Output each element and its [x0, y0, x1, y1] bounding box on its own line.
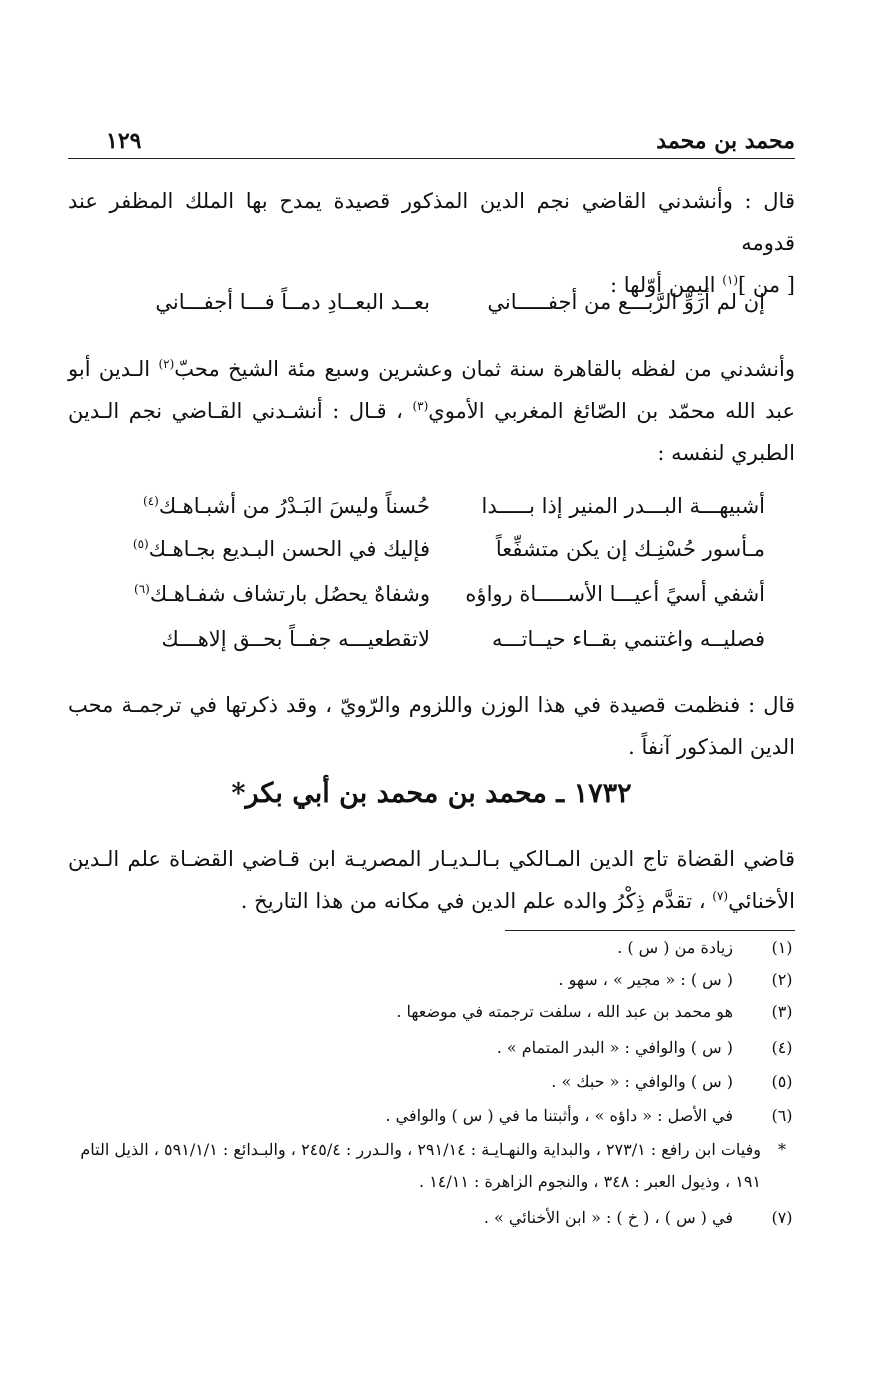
narration-text-a: وأنشدني من لفظه بالقاهرة سنة ثمان وعشرين وسبع مئة الشيخ محبّ [174, 357, 795, 381]
footnote-marker: (٢) [771, 970, 793, 989]
intro-line-1: قال : وأنشدني القاضي نجم الدين المذكور قصيدة يمدح بها الملك المظفر عند قدومه [68, 189, 795, 255]
footnote-text: ( س ) والوافي : « البدر المتمام » . [496, 1038, 733, 1057]
footnote-ref-6: (٦) [134, 582, 150, 596]
footnote-marker: (٦) [771, 1106, 793, 1125]
verse-line [100, 290, 765, 330]
verse-second-hemistich [100, 494, 430, 518]
running-header [68, 128, 795, 154]
verse-first-hemistich: مـأسور حُسْنِـك إن يكن متشفِّعاً [495, 537, 765, 561]
footnote-ref-4: (٤) [143, 494, 159, 508]
poem-verse [100, 537, 765, 577]
header-rule [68, 158, 795, 159]
footnote-ref-7: (٧) [712, 889, 729, 903]
narration-paragraph [68, 348, 795, 474]
footnote-marker: * [778, 1140, 786, 1159]
running-title: محمد بن محمد [656, 128, 795, 154]
footnote-text: ( س ) : « مجير » ، سهو . [558, 970, 733, 989]
footnote-marker: (٣) [771, 1002, 793, 1021]
entry-heading: ١٧٣٢ ـ محمد بن محمد بن أبي بكر* [231, 778, 632, 809]
verse-second-hemistich: بعــد البعــادِ دمــاً فـــا أجفـــاني [155, 290, 430, 314]
footnote-text: في ( س ) ، ( خ ) : « ابن الأخنائي » . [483, 1208, 733, 1227]
entry-text-b: ، تقدَّم ذِكْرُ والده علم الدين في مكانه من هذا التاريخ . [240, 889, 713, 913]
footnote-marker: (٥) [771, 1072, 793, 1091]
footnote-ref-1: (١) [722, 273, 739, 287]
footnote-text: ( س ) والوافي : « حبك » . [551, 1072, 733, 1091]
verse-second-hemistich [100, 582, 430, 606]
intro-bracket-text: [ من ] [738, 273, 795, 297]
poem-verse [100, 582, 765, 622]
footnote-marker: (٧) [771, 1208, 793, 1227]
narration-text-b: الـدين أبو عبد الله محمّد بن الصّائغ المغربي الأموي [68, 357, 795, 423]
footnote-ref-3: (٣) [412, 399, 429, 413]
footnote-ref-2: (٢) [158, 357, 175, 371]
intro-paragraph [68, 180, 795, 306]
page-number: ١٢٩ [106, 128, 142, 154]
verse-first-hemistich: أشفي أسيً أعيـــا الأســـــاة رواؤه [465, 582, 765, 606]
footnote-ref-5: (٥) [132, 537, 149, 551]
footnote-text: زيادة من ( س ) . [617, 938, 733, 957]
footnote-marker: (٤) [771, 1038, 793, 1057]
intro-ending: اليمن أوّلها : [609, 273, 723, 297]
verse-first-hemistich: أشبيهـــة البـــدر المنير إذا بـــــدا [481, 494, 765, 518]
footnote-text: في الأصل : « داؤه » ، وأثبتنا ما في ( س ) والوافي . [385, 1106, 733, 1125]
footnote-text: هو محمد بن عبد الله ، سلفت ترجمته في موضعها . [396, 1002, 733, 1021]
narration-text-c: ، قـال : أنشـدني القـاضي نجم الـدين الطبري لنفسه : [68, 399, 795, 465]
poem-verse [100, 494, 765, 534]
verse-second-hemistich [100, 537, 430, 561]
closing-paragraph: قال : فنظمت قصيدة في هذا الوزن واللزوم والرّويّ ، وقد ذكرتها في ترجمـة محب الدين المذكور آنفاً . [68, 693, 795, 759]
verse-second-hemistich: لاتقطعيـــه جفــاً بحــق إلاهـــك [161, 627, 430, 651]
footnote-text: وفيات ابن رافع : ٢٧٣/١ ، والبداية والنهـايـة : ٢٩١/١٤ ، والـدرر : ٢٤٥/٤ ، والبـدائع : ٥٩١/١/١ ، الذيل التام ١٩١ ، وذيول العبر : ٣٤٨ ، والنجوم الزاهرة : ١٤/١١ . [80, 1140, 761, 1191]
footnote-sources [68, 1134, 795, 1198]
hemistich-text: حُسناً وليسَ البَـدْرُ من أشبـاهـك [158, 494, 430, 518]
entry-text-a: قاضي القضاة تاج الدين المـالكي بـالـديـار المصريـة ابن قـاضي القضـاة علم الـدين الأخنائي [68, 847, 795, 913]
footnote-rule [505, 930, 795, 931]
verse-first-hemistich: إن لم أرَوِّ الرَّبـــع من أجفـــــاني [487, 290, 765, 314]
hemistich-text: فإليك في الحسن البـديع بجـاهـك [148, 537, 430, 561]
hemistich-text: وشفاهٌ يحصُل بارتشاف شفـاهـك [149, 582, 430, 606]
footnote-marker: (١) [771, 938, 793, 957]
poem-verse [100, 627, 765, 667]
entry-body [68, 838, 795, 922]
verse-first-hemistich: فصليــه واغتنمي بقــاء حيــاتـــه [491, 627, 765, 651]
